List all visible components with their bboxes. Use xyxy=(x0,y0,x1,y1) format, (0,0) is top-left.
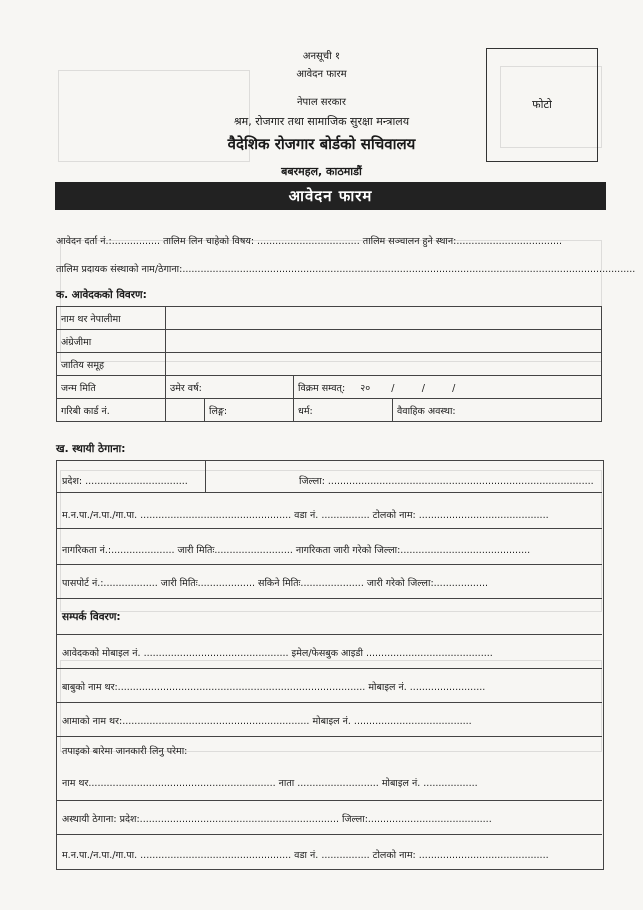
poverty-card-label: गरिबी कार्ड नं. xyxy=(57,399,166,422)
father-field[interactable]: बाबुको नाम थर:.................................................................................. मोबाइल नं. ......................... xyxy=(62,682,486,693)
emergency-contact-label: तपाइको बारेमा जानकारी लिनु परेमा: xyxy=(62,746,188,757)
office-address: बबरमहल, काठमाडौं xyxy=(281,165,362,178)
municipality-row xyxy=(56,492,602,529)
form-subtitle: आवेदन फारम xyxy=(296,69,347,80)
marital-status-label: वैवाहिक अवस्था: xyxy=(397,405,456,417)
temporary-municipality-field[interactable]: म.न.पा./न.पा./गा.पा. .................................................. वडा नं. ................ टोलको नाम: ........................................... xyxy=(62,850,549,861)
ministry-name: श्रम, रोजगार तथा सामाजिक सुरक्षा मन्त्रालय xyxy=(233,115,410,128)
gender-field[interactable] xyxy=(205,399,294,422)
age-label: उमेर वर्ष: xyxy=(170,382,202,394)
religion-field[interactable] xyxy=(294,399,393,422)
municipality-field[interactable]: म.न.पा./न.पा./गा.पा. .................................................. वडा नं. ................ टोलको नाम: ........................................... xyxy=(62,510,549,521)
section-kha-title: ख. स्थायी ठेगाना: xyxy=(56,443,126,455)
photo-box[interactable] xyxy=(486,48,598,162)
form-title-banner: आवेदन फारम xyxy=(55,182,606,210)
date-separator: / xyxy=(421,382,425,394)
temporary-address-field[interactable]: अस्थायी ठेगाना: प्रदेश:.................................................................. जिल्ला:......................................... xyxy=(62,814,492,825)
annex-label: अनसूची १ xyxy=(302,51,341,62)
marital-status-field[interactable] xyxy=(393,399,602,422)
date-separator: / xyxy=(452,382,456,394)
citizenship-field[interactable]: नागरिकता नं.:..................... जारी मितिः.......................... नागरिकता जारी गरेको जिल्ला:........................................... xyxy=(62,545,531,556)
bs-date-label: विक्रम सम्वत्: xyxy=(298,382,346,394)
poverty-card-field[interactable] xyxy=(166,399,205,422)
passport-field[interactable]: पासपोर्ट नं.:.................. जारी मितिः................... सकिने मितिः..................... जारी गरेको जिल्ला:.................. xyxy=(62,578,488,589)
training-provider-line[interactable]: तालिम प्रदायक संस्थाको नाम/ठेगाना:...................................................................................................................................................... xyxy=(56,264,636,275)
religion-label: धर्म: xyxy=(298,405,313,417)
mother-field[interactable]: आमाको नाम थर:.............................................................. मोबाइल नं. ....................................... xyxy=(62,716,472,727)
bs-year-prefix: २० xyxy=(360,382,371,394)
table-row xyxy=(57,330,602,353)
photo-label: फोटो xyxy=(532,98,552,111)
bs-date-field[interactable] xyxy=(294,376,602,399)
mobile-email-field[interactable]: आवेदकको मोबाइल नं. ................................................ इमेल/फेसबुक आइडी .......................................... xyxy=(62,648,493,659)
province-field[interactable]: प्रदेश: .................................. xyxy=(62,476,188,487)
temporary-municipality-row xyxy=(56,834,602,868)
ethnic-group-label: जातिय समूह xyxy=(57,353,166,376)
table-row xyxy=(57,399,602,422)
date-separator: / xyxy=(391,382,395,394)
row-divider xyxy=(205,460,206,492)
section-ka-title: क. आवेदकको विवरण: xyxy=(56,289,147,301)
emergency-contact-row xyxy=(56,736,602,801)
passport-row xyxy=(56,564,602,599)
name-nepali-field[interactable] xyxy=(166,307,602,330)
name-nepali-label: नाम थर नेपालीमा xyxy=(57,307,166,330)
government-name: नेपाल सरकार xyxy=(297,97,346,108)
board-name: वैदेशिक रोजगार बोर्डको सचिवालय xyxy=(227,135,416,153)
father-row xyxy=(56,668,602,703)
table-row xyxy=(57,307,602,330)
contact-title-row xyxy=(56,598,602,635)
district-field[interactable]: जिल्ला: ........................................................................................ xyxy=(299,476,594,487)
name-english-field[interactable] xyxy=(166,330,602,353)
mother-row xyxy=(56,702,602,737)
temporary-address-row xyxy=(56,800,602,835)
applicant-details-table xyxy=(56,306,602,422)
gender-label: लिङ्ग: xyxy=(209,405,228,417)
ethnic-group-field[interactable] xyxy=(166,353,602,376)
province-district-row xyxy=(56,460,602,493)
mobile-email-row xyxy=(56,634,602,669)
citizenship-row xyxy=(56,528,602,565)
registration-subject-location-line[interactable]: आवेदन दर्ता नं.:................ तालिम लिन चाहेको विषय: .................................. तालिम सञ्चालन हुने स्थान:................................... xyxy=(56,236,563,247)
table-row xyxy=(57,353,602,376)
contact-details-title: सम्पर्क विवरण: xyxy=(62,611,121,623)
age-field[interactable] xyxy=(166,376,294,399)
table-row xyxy=(57,376,602,399)
name-english-label: अंग्रेजीमा xyxy=(57,330,166,353)
dob-label: जन्म मिति xyxy=(57,376,166,399)
emergency-contact-field[interactable]: नाम थर.............................................................. नाता ........................... मोबाइल नं. .................. xyxy=(62,778,478,789)
